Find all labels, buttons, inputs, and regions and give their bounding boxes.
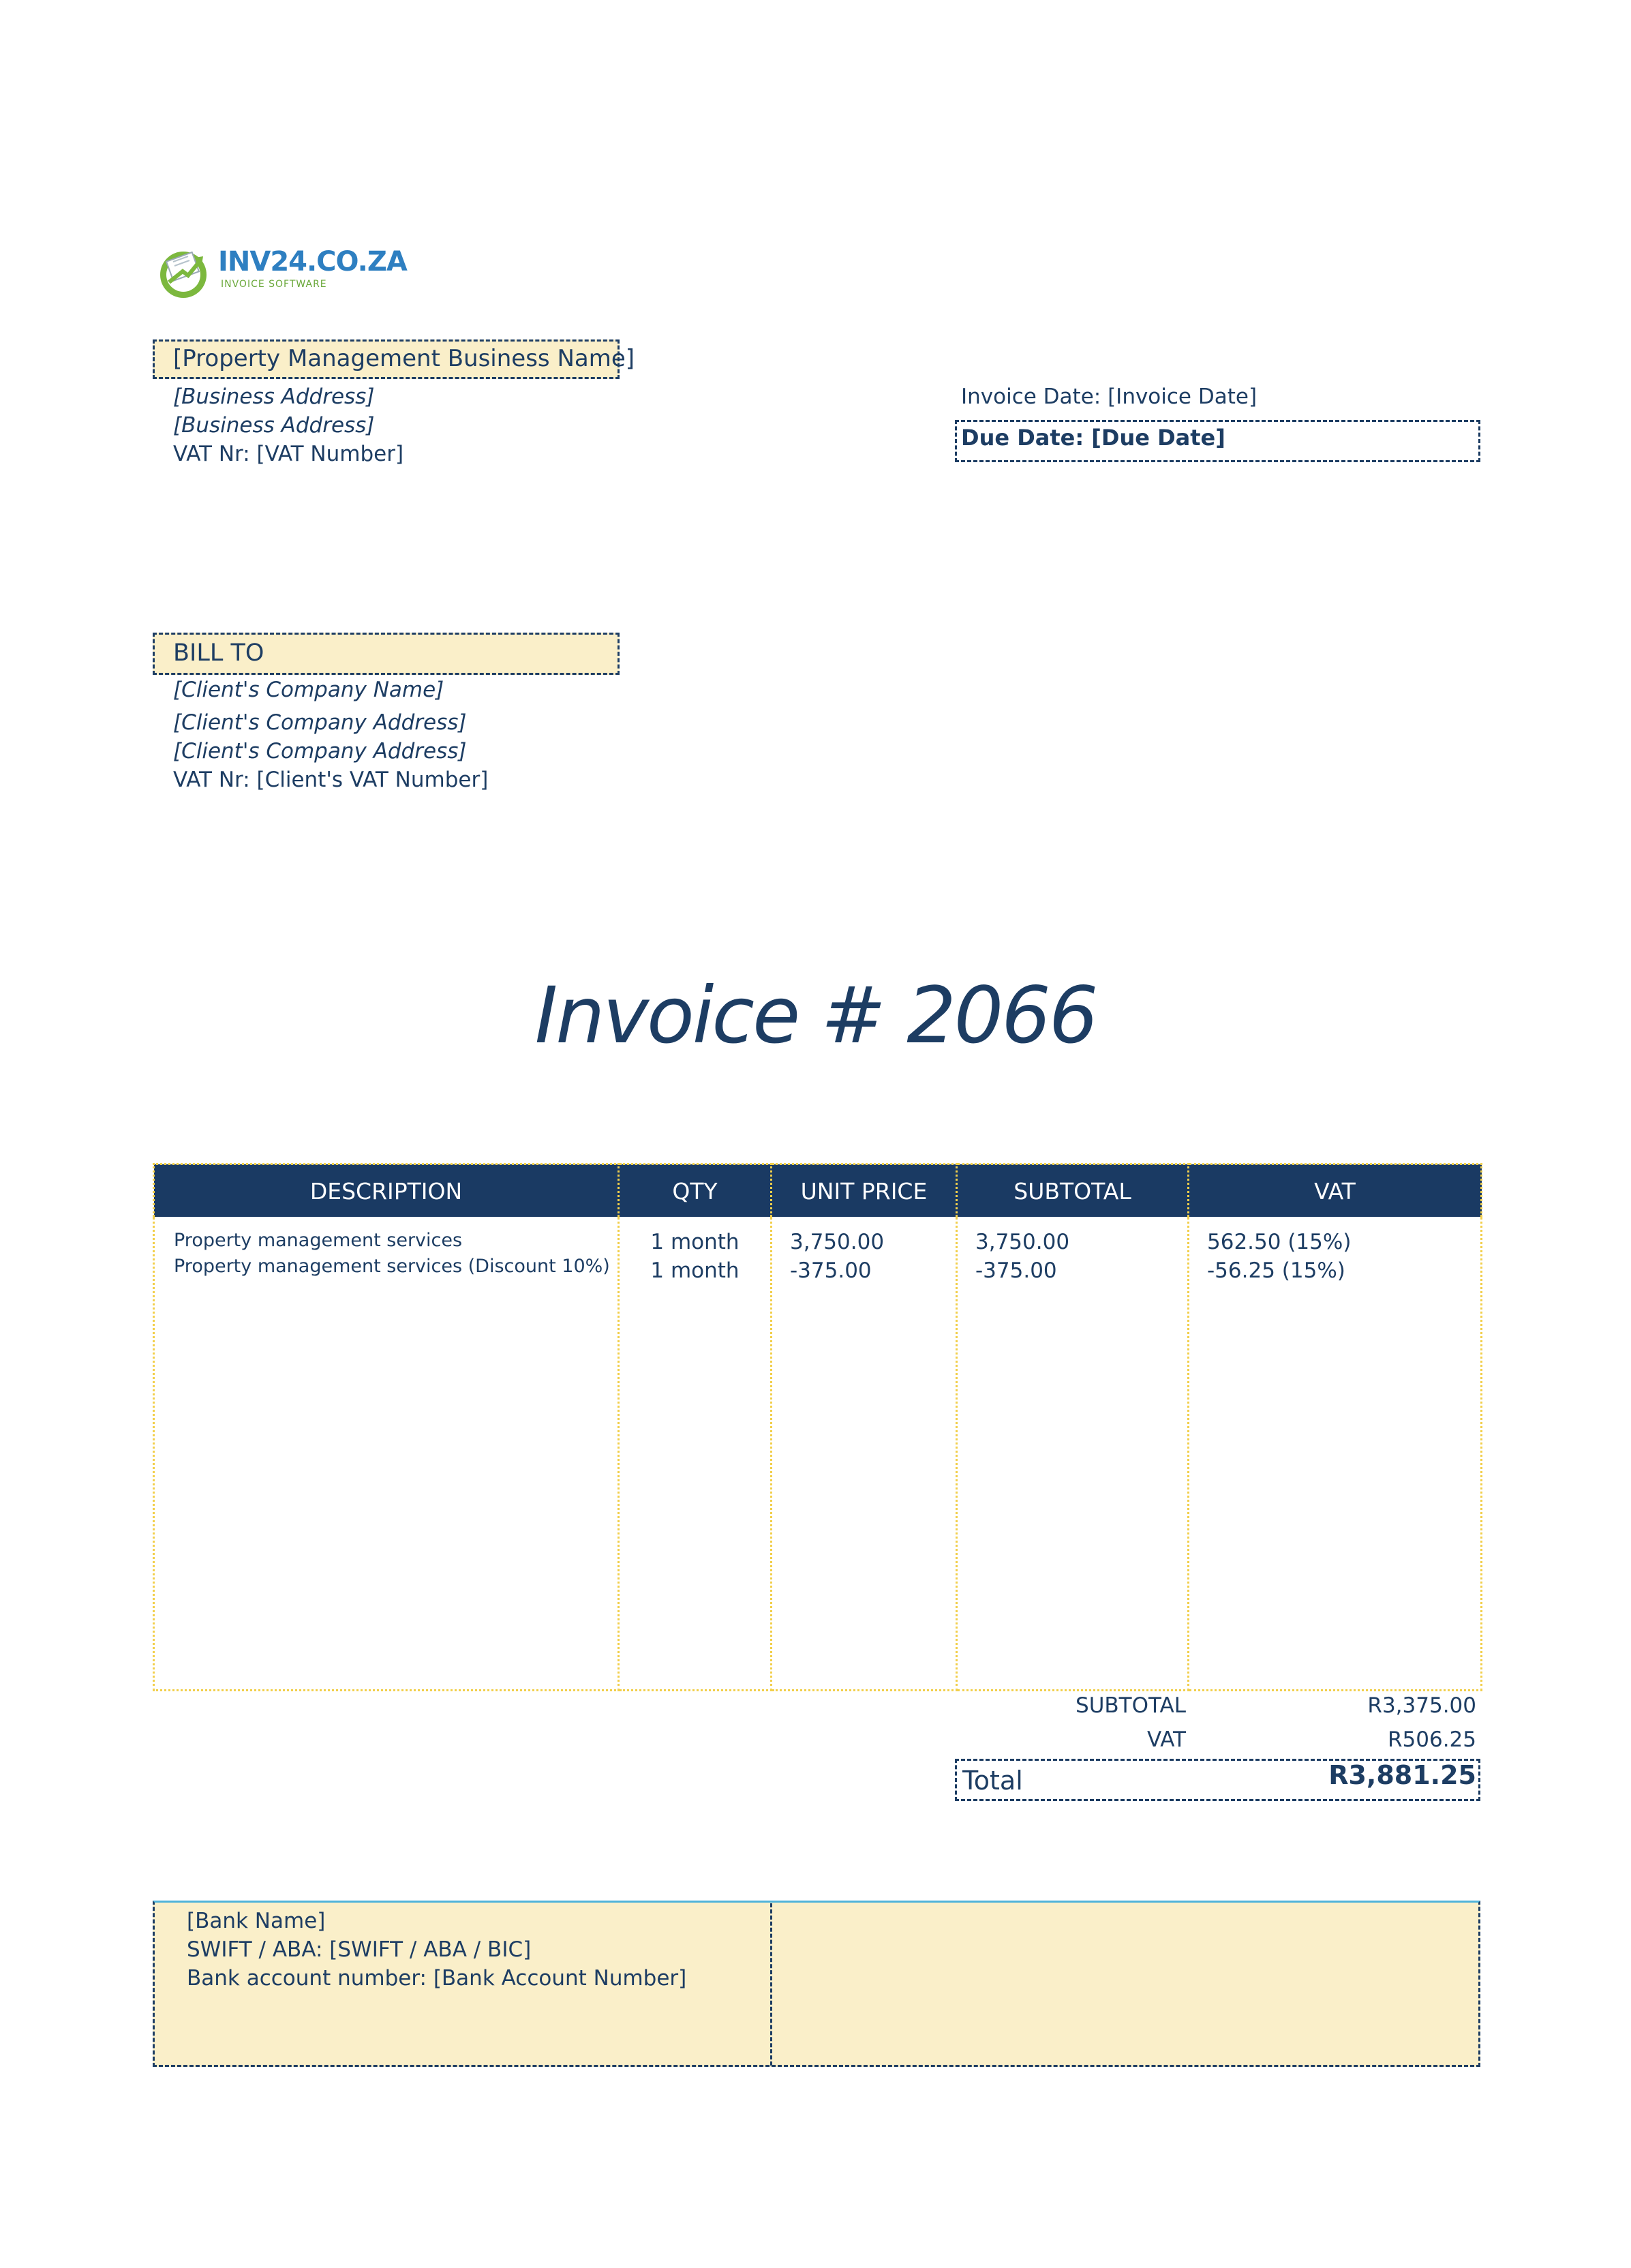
business-name: [Property Management Business Name] bbox=[173, 345, 635, 372]
business-vat: VAT Nr: [VAT Number] bbox=[173, 442, 404, 466]
item-description: Property management services bbox=[174, 1230, 463, 1251]
invoice-date: Invoice Date: [Invoice Date] bbox=[961, 384, 1257, 409]
logo-icon bbox=[155, 244, 211, 300]
bill-to-label: BILL TO bbox=[173, 639, 264, 667]
table-row bbox=[154, 1217, 1482, 1691]
client-address-line1: [Client's Company Address] bbox=[173, 710, 467, 735]
bank-name: [Bank Name] bbox=[187, 1909, 326, 1933]
total-value: R3,881.25 bbox=[1328, 1760, 1476, 1790]
item-vat: 562.50 (15%) bbox=[1207, 1230, 1352, 1254]
business-address-line1: [Business Address] bbox=[173, 384, 375, 409]
client-address-line2: [Client's Company Address] bbox=[173, 739, 467, 763]
vat-total-value: R506.25 bbox=[1387, 1727, 1476, 1752]
unit-price-cell bbox=[772, 1217, 957, 1691]
vat-total-label: VAT bbox=[1147, 1727, 1186, 1752]
header-description: DESCRIPTION bbox=[154, 1164, 619, 1218]
bank-account-number: Bank account number: [Bank Account Number] bbox=[187, 1966, 687, 1991]
item-vat: -56.25 (15%) bbox=[1207, 1258, 1345, 1283]
invoice-items-table bbox=[153, 1163, 1482, 1691]
header-subtotal: SUBTOTAL bbox=[957, 1164, 1189, 1218]
subtotal-cell bbox=[957, 1217, 1189, 1691]
item-qty: 1 month bbox=[650, 1230, 740, 1254]
header-qty: QTY bbox=[619, 1164, 772, 1218]
item-subtotal: -375.00 bbox=[975, 1258, 1057, 1283]
invoice-title: Invoice # 2066 bbox=[534, 970, 1097, 1061]
item-description: Property management services (Discount 10%) bbox=[174, 1256, 610, 1277]
client-company-name: [Client's Company Name] bbox=[173, 678, 444, 702]
table-header-row bbox=[154, 1164, 1482, 1218]
header-unit-price: UNIT PRICE bbox=[772, 1164, 957, 1218]
subtotal-value: R3,375.00 bbox=[1367, 1693, 1476, 1718]
header-vat: VAT bbox=[1189, 1164, 1482, 1218]
item-qty: 1 month bbox=[650, 1258, 740, 1283]
total-label: Total bbox=[962, 1766, 1023, 1796]
subtotal-label: SUBTOTAL bbox=[1076, 1693, 1186, 1718]
logo-subtitle: INVOICE SOFTWARE bbox=[221, 279, 327, 290]
logo-wordmark: INV24.CO.ZA bbox=[218, 246, 407, 277]
company-logo bbox=[155, 240, 407, 301]
client-vat: VAT Nr: [Client's VAT Number] bbox=[173, 768, 489, 792]
description-cell bbox=[154, 1217, 619, 1691]
item-unit-price: 3,750.00 bbox=[790, 1230, 885, 1254]
item-unit-price: -375.00 bbox=[790, 1258, 872, 1283]
business-address-line2: [Business Address] bbox=[173, 413, 375, 438]
qty-cell bbox=[619, 1217, 772, 1691]
due-date: Due Date: [Due Date] bbox=[961, 425, 1225, 451]
bank-box-divider bbox=[770, 1903, 772, 2066]
item-subtotal: 3,750.00 bbox=[975, 1230, 1070, 1254]
bank-swift: SWIFT / ABA: [SWIFT / ABA / BIC] bbox=[187, 1937, 532, 1962]
vat-cell bbox=[1189, 1217, 1482, 1691]
